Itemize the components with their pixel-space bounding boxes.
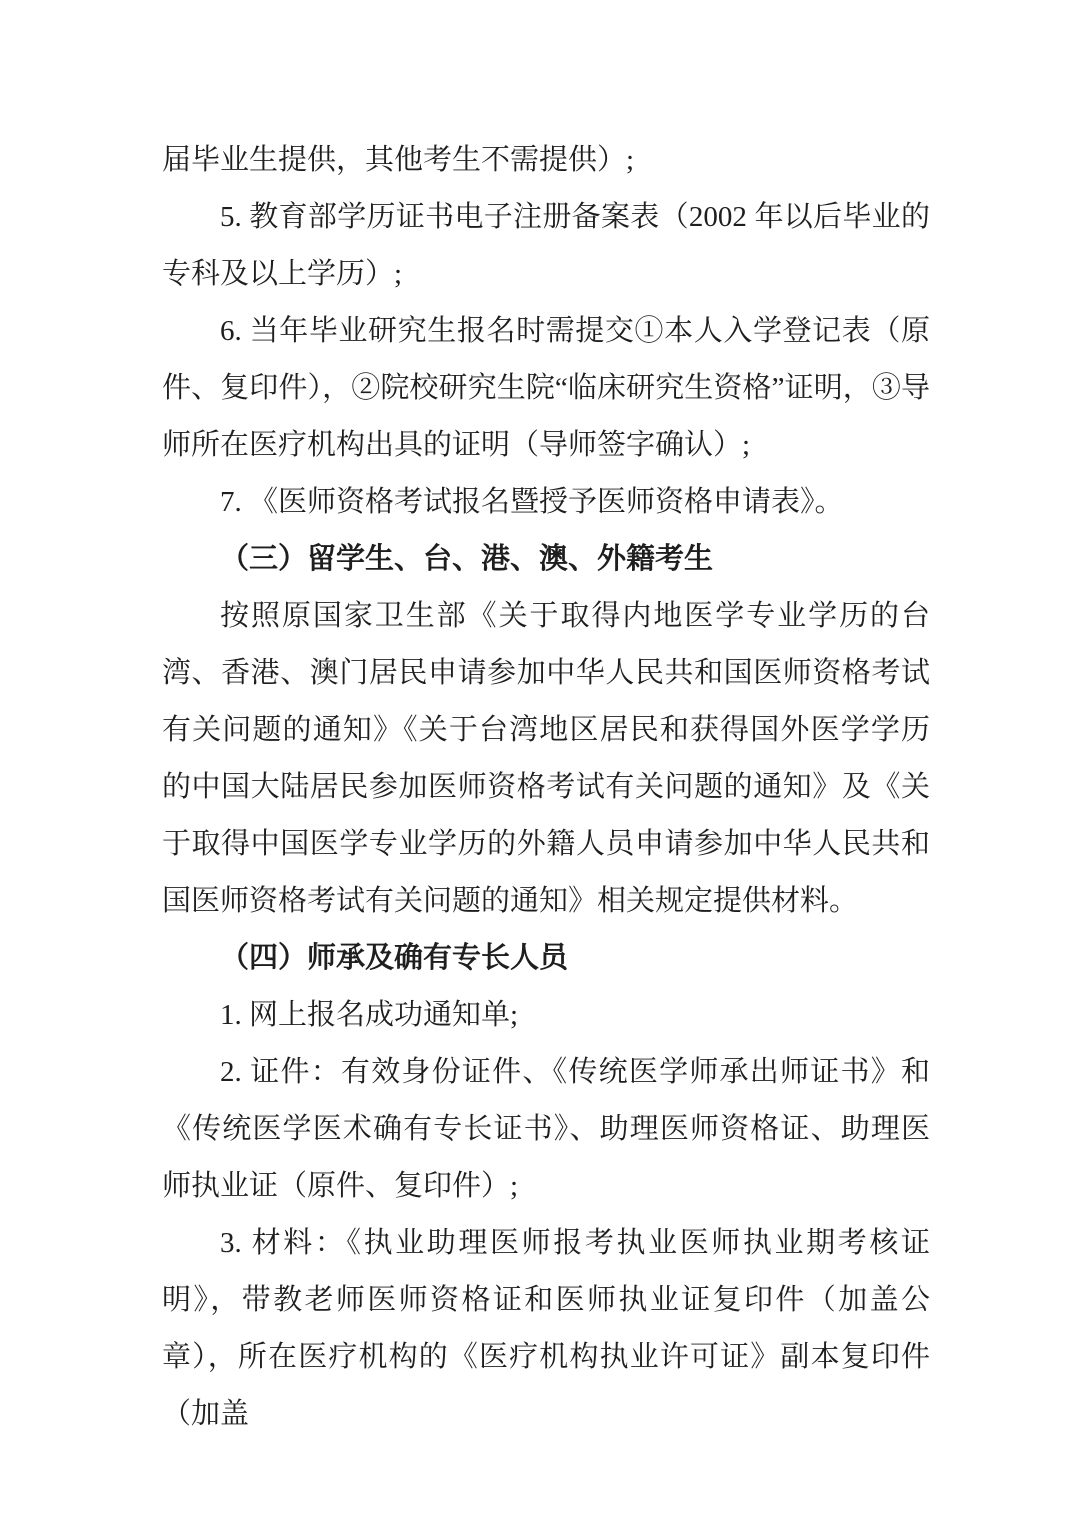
section-heading-3: （三）留学生、台、港、澳、外籍考生 — [220, 543, 714, 575]
document-text-block — [162, 132, 930, 1443]
paragraph-item2: 2. 证件：有效身份证件、《传统医学师承出师证书》和《传统医学医术确有专长证书》、助理医师资格证、助理医师执业证（原件、复印件）; — [162, 1056, 930, 1202]
paragraph-item3: 3. 材料：《执业助理医师报考执业医师执业期考核证明》，带教老师医师资格证和医师执业证复印件（加盖公章），所在医疗机构的《医疗机构执业许可证》副本复印件（加盖 — [162, 1227, 930, 1430]
paragraph-item5: 5. 教育部学历证书电子注册备案表（2002 年以后毕业的专科及以上学历）; — [162, 201, 930, 290]
paragraph-continuation-item4: 届毕业生提供，其他考生不需提供）; — [162, 144, 635, 176]
paragraph-item7: 7. 《医师资格考试报名暨授予医师资格申请表》。 — [220, 486, 844, 518]
paragraph-item1: 1. 网上报名成功通知单; — [220, 999, 519, 1031]
section-heading-4: （四）师承及确有专长人员 — [220, 942, 569, 974]
paragraph-item6: 6. 当年毕业研究生报名时需提交①本人入学登记表（原件、复印件），②院校研究生院“临床研究生资格”证明，③导师所在医疗机构出具的证明（导师签字确认）; — [162, 315, 930, 461]
paragraph-overseas-rules: 按照原国家卫生部《关于取得内地医学专业学历的台湾、香港、澳门居民申请参加中华人民共和国医师资格考试有关问题的通知》《关于台湾地区居民和获得国外医学学历的中国大陆居民参加医师资格考试有关问题的通知》及《关于取得中国医学专业学历的外籍人员申请参加中华人民共和国医师资格考试有关问题的通知》相关规定提供材料。 — [162, 600, 930, 917]
